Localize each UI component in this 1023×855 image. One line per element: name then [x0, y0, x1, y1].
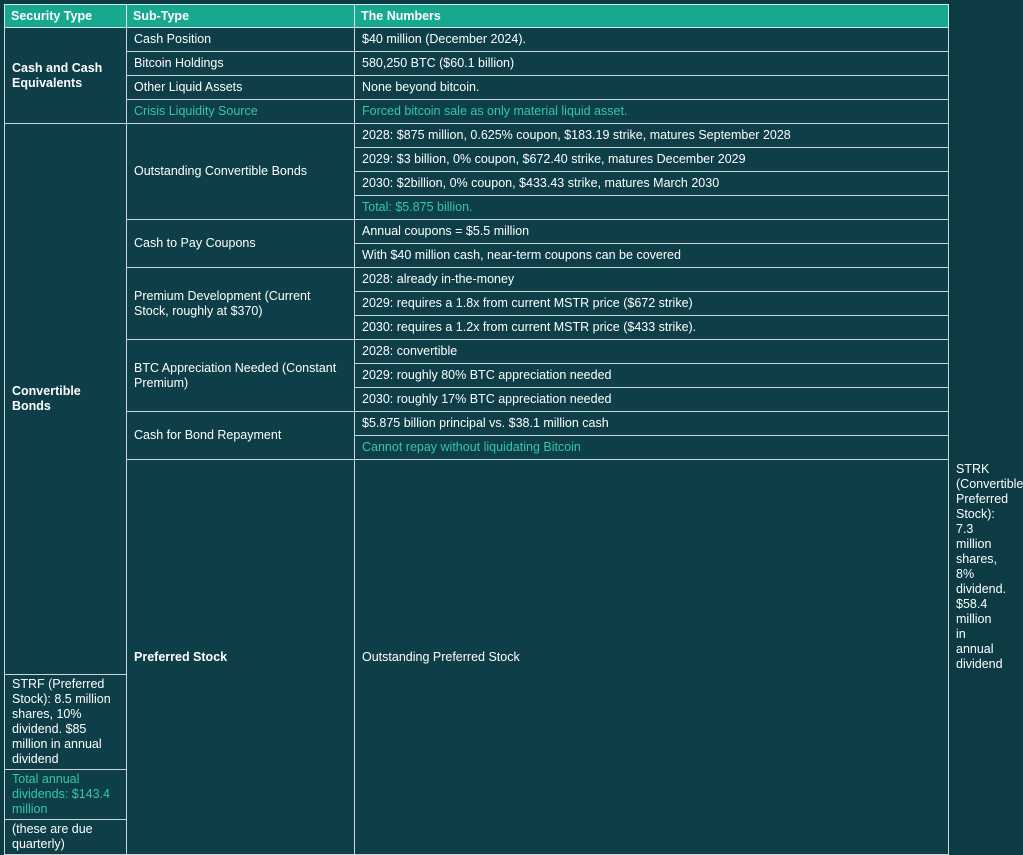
header-row — [5, 5, 949, 28]
table-row — [5, 28, 949, 52]
value-cell: With $40 million cash, near-term coupons can be covered — [355, 244, 949, 268]
value-cell: 2030: $2billion, 0% coupon, $433.43 strike, matures March 2030 — [355, 172, 949, 196]
value-cell: 2029: roughly 80% BTC appreciation needed — [355, 364, 949, 388]
value-cell-highlight: Forced bitcoin sale as only material liquid asset. — [355, 100, 949, 124]
table-row — [5, 52, 949, 76]
value-cell: None beyond bitcoin. — [355, 76, 949, 100]
value-cell: Annual coupons = $5.5 million — [355, 220, 949, 244]
sub-type-cell: Other Liquid Assets — [127, 76, 355, 100]
sub-type-cell: Premium Development (Current Stock, roughly at $370) — [127, 268, 355, 340]
securities-table-wrapper — [4, 4, 1023, 855]
value-cell: 2028: $875 million, 0.625% coupon, $183.19 strike, matures September 2028 — [355, 124, 949, 148]
sub-type-cell-highlight: Crisis Liquidity Source — [127, 100, 355, 124]
value-cell: 2028: already in-the-money — [355, 268, 949, 292]
sub-type-cell: Outstanding Convertible Bonds — [127, 124, 355, 220]
sub-type-cell: Cash to Pay Coupons — [127, 220, 355, 268]
value-cell: 2029: requires a 1.8x from current MSTR price ($672 strike) — [355, 292, 949, 316]
value-cell: 2030: requires a 1.2x from current MSTR price ($433 strike). — [355, 316, 949, 340]
value-cell-highlight: Cannot repay without liquidating Bitcoin — [355, 436, 949, 460]
security-type-preferred: Preferred Stock — [127, 460, 355, 855]
table-row — [5, 124, 949, 148]
value-cell-highlight: Total annual dividends: $143.4 million — [5, 770, 127, 820]
sub-type-cell: BTC Appreciation Needed (Constant Premium) — [127, 340, 355, 412]
sub-type-cell: Cash Position — [127, 28, 355, 52]
securities-table — [4, 4, 1023, 855]
value-cell: (these are due quarterly) — [5, 820, 127, 855]
value-cell: STRF (Preferred Stock): 8.5 million shares, 10% dividend. $85 million in annual dividend — [5, 675, 127, 770]
value-cell: 2030: roughly 17% BTC appreciation needed — [355, 388, 949, 412]
sub-type-cell: Outstanding Preferred Stock — [355, 460, 949, 855]
table-row — [5, 100, 949, 124]
value-cell: $5.875 billion principal vs. $38.1 million cash — [355, 412, 949, 436]
table-row: Preferred Stock Outstanding Preferred Stock STRK (Convertible Preferred Stock): 7.3 million shares, 8% dividend. $58.4 million in annual dividend — [5, 460, 949, 675]
value-cell: 580,250 BTC ($60.1 billion) — [355, 52, 949, 76]
sub-type-cell: Bitcoin Holdings — [127, 52, 355, 76]
table-row — [5, 340, 949, 364]
sub-type-cell: Cash for Bond Repayment — [127, 412, 355, 460]
header-security-type: Security Type — [5, 5, 127, 28]
header-sub-type: Sub-Type — [127, 5, 355, 28]
table-row — [5, 412, 949, 436]
header-the-numbers: The Numbers — [355, 5, 949, 28]
value-cell: $40 million (December 2024). — [355, 28, 949, 52]
value-cell: 2028: convertible — [355, 340, 949, 364]
table-row — [5, 220, 949, 244]
value-cell-highlight: Total: $5.875 billion. — [355, 196, 949, 220]
table-row — [5, 76, 949, 100]
security-type-convertible: Convertible Bonds — [5, 124, 127, 675]
table-row — [5, 268, 949, 292]
value-cell: 2029: $3 billion, 0% coupon, $672.40 strike, matures December 2029 — [355, 148, 949, 172]
security-type-cash: Cash and Cash Equivalents — [5, 28, 127, 124]
